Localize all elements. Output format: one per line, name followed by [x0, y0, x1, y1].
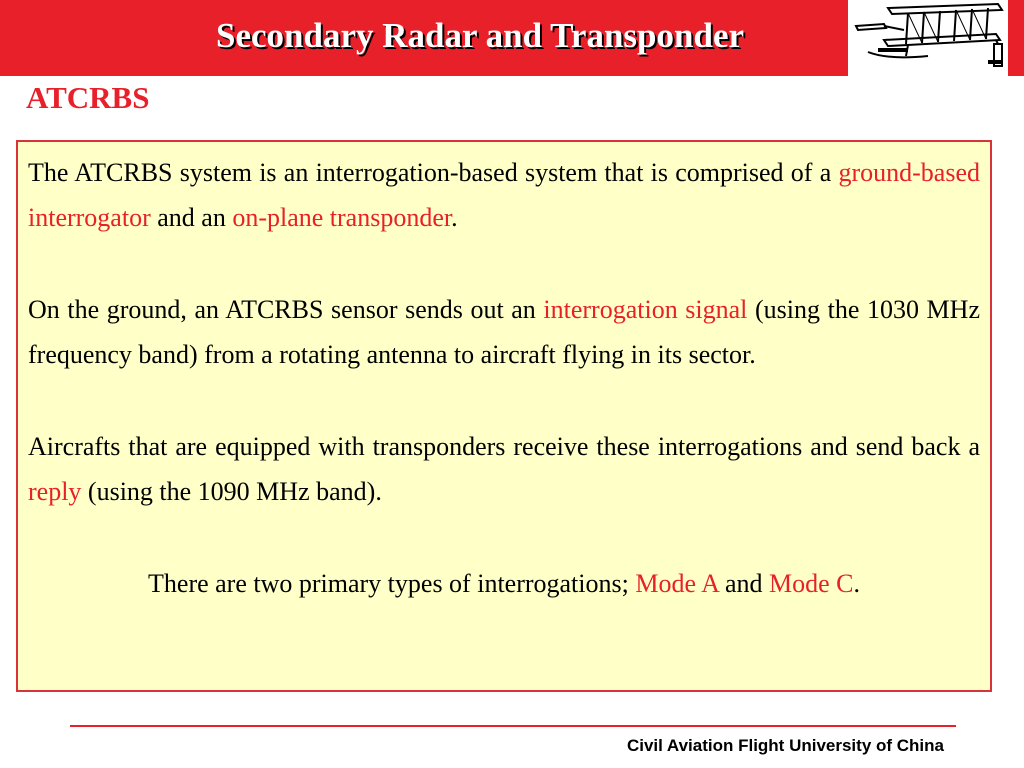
logo-panel [848, 0, 1008, 76]
paragraph-1-text-3: . [451, 203, 458, 232]
paragraph-2-text: On the ground, an ATCRBS sensor sends out an [28, 295, 544, 324]
paragraph-4-text: There are two primary types of interrogations; [148, 569, 636, 598]
section-title: ATCRBS [26, 80, 150, 115]
paragraph-4-text-2: and [718, 569, 769, 598]
paragraph-2-text-2: (using the 1030 MHz frequency band) from a rotating antenna to aircraft flying in its sector. [28, 295, 980, 369]
content-box [16, 140, 992, 692]
paragraph-3-text: Aircrafts that are equipped with transponders receive these interrogations and send back a [28, 432, 980, 461]
footer-divider [70, 725, 956, 727]
paragraph-3 [28, 424, 980, 514]
paragraph-1-text: The ATCRBS system is an interrogation-based system that is comprised of a [28, 158, 839, 187]
highlight-mode-c: Mode C [768, 569, 854, 598]
slide-title: Secondary Radar and Transponder [215, 16, 745, 55]
highlight-reply: reply [28, 477, 82, 506]
paragraph-4 [28, 561, 980, 606]
header-bar [0, 0, 1024, 76]
highlight-ground-based-interrogator: ground-based interrogator [28, 158, 980, 232]
paragraph-1 [28, 150, 980, 240]
highlight-mode-a: Mode A [635, 569, 719, 598]
paragraph-4-text-3: . [853, 569, 860, 598]
highlight-interrogation-signal: interrogation signal [543, 295, 748, 324]
highlight-on-plane-transponder: on-plane transponder [232, 203, 452, 232]
biplane-icon [848, 0, 1008, 76]
paragraph-2 [28, 287, 980, 377]
paragraph-1-text-2: and an [150, 203, 233, 232]
footer-institution: Civil Aviation Flight University of China [626, 736, 944, 755]
paragraph-3-text-2: (using the 1090 MHz band). [81, 477, 382, 506]
